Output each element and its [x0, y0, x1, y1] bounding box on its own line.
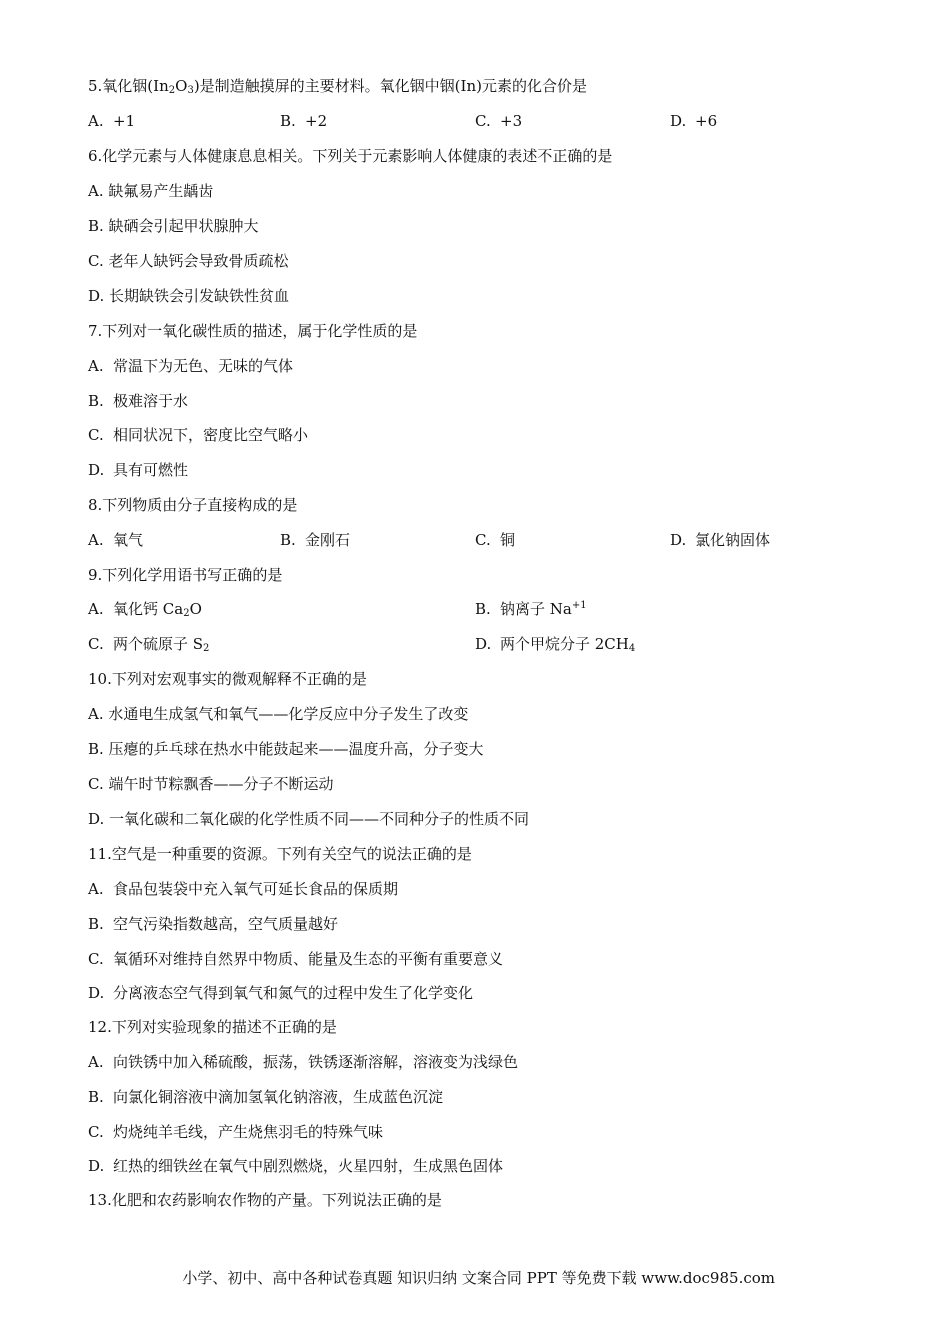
question-6-option-a: A. 缺氟易产生龋齿: [88, 182, 214, 200]
question-11-option-d: D. 分离液态空气得到氧气和氮气的过程中发生了化学变化: [88, 984, 474, 1002]
question-8-option-d: D. 氯化钠固体: [670, 531, 771, 549]
question-7-stem: 7.下列对一氧化碳性质的描述，属于化学性质的是: [88, 322, 418, 340]
question-11-option-b: B. 空气污染指数越高，空气质量越好: [88, 915, 339, 933]
question-5-stem: 5.氧化铟$(In_2O_3)$是制造触摸屏的主要材料。氧化铟中铟(In)元素的化合价是: [88, 77, 587, 96]
question-9-option-c: C. 两个硫原子 $S_2$: [88, 635, 210, 654]
question-11-stem: 11.空气是一种重要的资源。下列有关空气的说法正确的是: [88, 845, 472, 863]
question-10-option-d: D. 一氧化碳和二氧化碳的化学性质不同——不同种分子的性质不同: [88, 810, 530, 828]
question-9-option-d: D. 两个甲烷分子 $2CH_4$: [475, 635, 636, 654]
question-12-option-b: B. 向氯化铜溶液中滴加氢氧化钠溶液，生成蓝色沉淀: [88, 1088, 444, 1106]
question-12-option-d: D. 红热的细铁丝在氧气中剧烈燃烧，火星四射，生成黑色固体: [88, 1157, 504, 1175]
question-10-option-c: C. 端午时节粽飘香——分子不断运动: [88, 775, 334, 793]
question-8-option-b: B. 金刚石: [280, 531, 351, 549]
question-9-option-a: A. 氧化钙 $Ca_2O$: [88, 600, 202, 619]
question-7-option-a: A. 常温下为无色、无味的气体: [88, 357, 294, 375]
question-12-option-c: C. 灼烧纯羊毛线，产生烧焦羽毛的特殊气味: [88, 1123, 384, 1141]
question-7-option-b: B. 极难溶于水: [88, 392, 189, 410]
question-8-option-c: C. 铜: [475, 531, 516, 549]
question-6-option-d: D. 长期缺铁会引发缺铁性贫血: [88, 287, 290, 305]
question-6-option-c: C. 老年人缺钙会导致骨质疏松: [88, 252, 289, 270]
question-7-option-d: D. 具有可燃性: [88, 461, 189, 479]
question-5-option-b: B. +2: [280, 112, 328, 130]
question-11-option-a: A. 食品包装袋中充入氧气可延长食品的保质期: [88, 880, 399, 898]
question-6-option-b: B. 缺硒会引起甲状腺肿大: [88, 217, 259, 235]
question-6-stem: 6.化学元素与人体健康息息相关。下列关于元素影响人体健康的表述不正确的是: [88, 147, 613, 165]
question-9-option-b: B. 钠离子 $Na^{+1}$: [475, 600, 587, 618]
question-5-option-d: D. +6: [670, 112, 718, 130]
question-5-option-c: C. +3: [475, 112, 523, 130]
question-9-stem: 9.下列化学用语书写正确的是: [88, 566, 283, 584]
question-12-stem: 12.下列对实验现象的描述不正确的是: [88, 1018, 337, 1036]
question-7-option-c: C. 相同状况下，密度比空气略小: [88, 426, 309, 444]
question-8-stem: 8.下列物质由分子直接构成的是: [88, 496, 298, 514]
page-footer: 小学、初中、高中各种试卷真题 知识归纳 文案合同 PPT 等免费下载 www.doc985.com: [182, 1269, 775, 1287]
question-12-option-a: A. 向铁锈中加入稀硫酸，振荡，铁锈逐渐溶解，溶液变为浅绿色: [88, 1053, 519, 1071]
question-8-option-a: A. 氧气: [88, 531, 144, 549]
question-13-stem: 13.化肥和农药影响农作物的产量。下列说法正确的是: [88, 1191, 442, 1209]
question-11-option-c: C. 氧循环对维持自然界中物质、能量及生态的平衡有重要意义: [88, 950, 504, 968]
question-10-option-a: A. 水通电生成氢气和氧气——化学反应中分子发生了改变: [88, 705, 469, 723]
question-10-stem: 10.下列对宏观事实的微观解释不正确的是: [88, 670, 367, 688]
question-10-option-b: B. 压瘪的乒乓球在热水中能鼓起来——温度升高，分子变大: [88, 740, 484, 758]
question-5-option-a: A. +1: [88, 112, 136, 130]
